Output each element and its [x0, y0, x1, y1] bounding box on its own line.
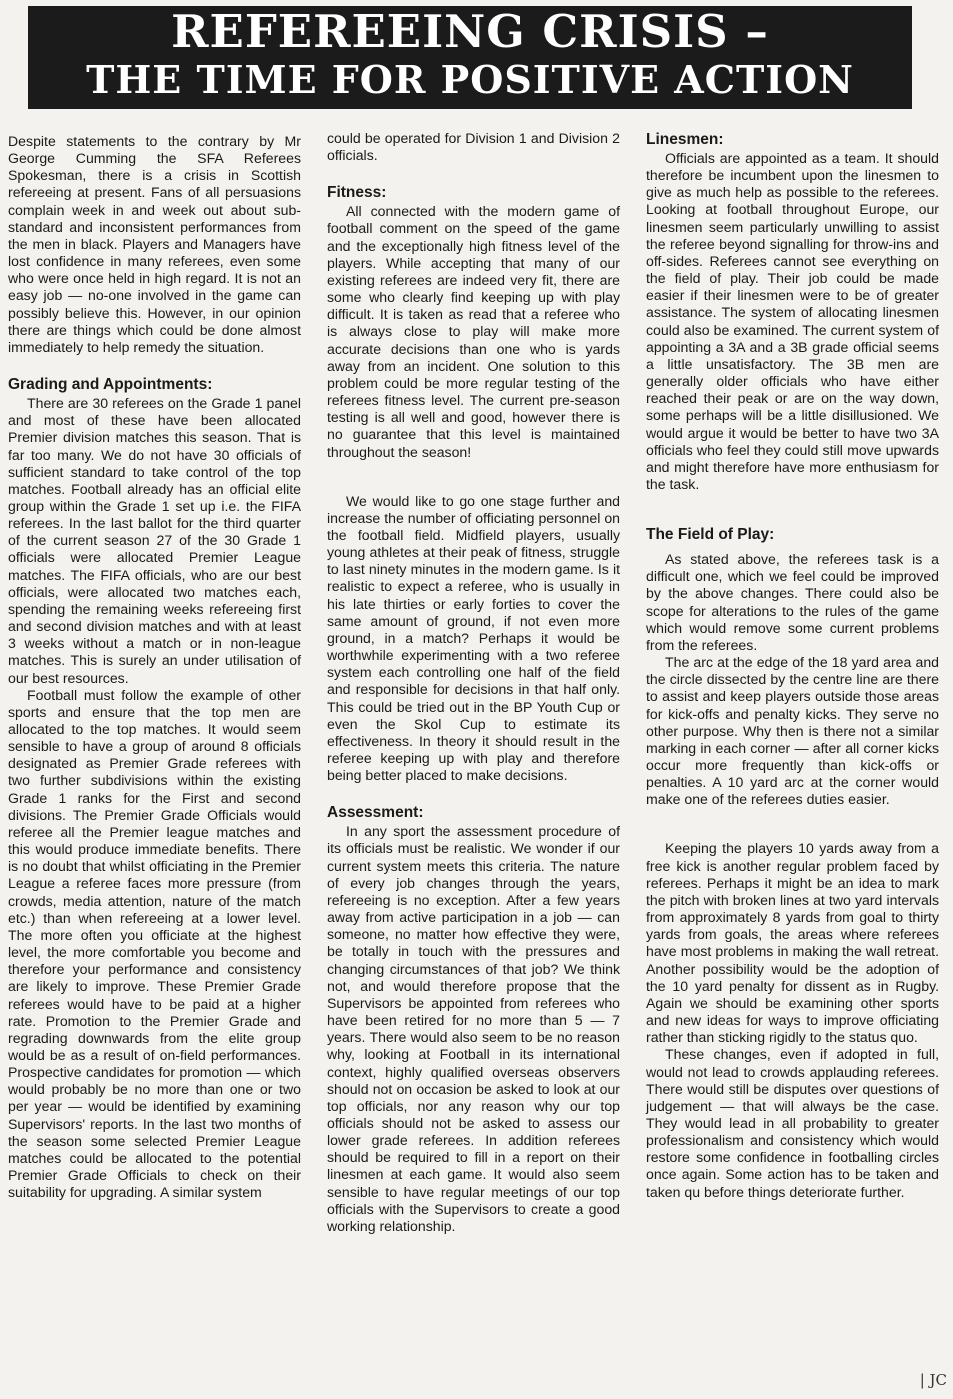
corner-mark: | JC — [919, 1371, 947, 1389]
field-paragraph-2: The arc at the edge of the 18 yard area and the circle dissected by the centre line are there to assist and keep players outside those areas for kick-offs and penalty kicks. They serve no other purpose. Why then is there not a similar marking in each corner — after all corner kicks occur more frequently than kick-offs or penalties. A 10 yard arc at the corner would make one of the referees duties easier. — [646, 654, 939, 808]
headline-banner — [28, 6, 912, 109]
fitness-paragraph-1: All connected with the modern game of football comment on the speed of the game and the exceptionally high fitness level of the players. While accepting that many of our existing referees are indeed very fit, there are some who clearly find keeping up with play difficult. It is taken as read that a referee who is always close to play will make more accurate decisions than one who is yards away from an incident. One solution to this problem could be more regular testing of the referees fitness level. The current pre-season testing is all well and good, however there is no guarantee that this level is maintained throughout the season! — [327, 203, 620, 460]
headline-line-2: THE TIME FOR POSITIVE ACTION — [86, 57, 854, 102]
heading-grading-appointments: Grading and Appointments: — [8, 376, 213, 394]
linesmen-paragraph-1: Officials are appointed as a team. It should therefore be incumbent upon the linesmen to give as much help as possible to the referees. Looking at football throughout Europe, our linesmen seem particularly unwilling to assist the referee beyond signalling for throw-ins and off-sides. Referees cannot see everything on the field of play. Their job could be made easier if their linesmen were to be of greater assistance. The system of allocating linesmen could also be examined. The current system of appointing a 3A and a 3B grade official seems a little unsatisfactory. The 3B men are generally older officials who have either reached their peak or are on the way down, some perhaps will be a little disillusioned. We would argue it would be better to have two 3A officials who feel they could still move upwards and might therefore have more enthusiasm for the task. — [646, 150, 939, 492]
fitness-paragraph-2: We would like to go one stage further and increase the number of officiating personnel on the football field. Midfield players, usually young athletes at their peak of fitness, struggle to last ninety minutes in the modern game. Is it realistic to expect a referee, who is usually in his late thirties or early forties to cover the same amount of ground, if not even more ground, in a match? Perhaps it would be worthwhile experimenting with a two referee system each controlling one half of the field and responsible for decisions in that half only. This could be tried out in the BP Youth Cup or even the Skol Cup to estimate its effectiveness. In theory it should result in the referee keeping up with play and therefore being better placed to make decisions. — [327, 492, 620, 784]
assessment-paragraph-1: In any sport the assessment procedure of its officials must be realistic. We wonder if our current system meets this criteria. The nature of every job changes through the years, refereeing is no exception. After a few years away from active participation in a job — can someone, no matter how effective they were, be totally in touch with the pressures and changing circumstances of that job? We think not, and would therefore propose that the Supervisors be appointed from referees who have been retired for no more than 5 — 7 years. There would also seem to be no reason why, looking at Football in its international context, highly qualified overseas observers should not on occasion be asked to look at our top officials, nor any reason why our top officials should not be asked to assess our lower grade referees. In addition referees should be required to fill in a report on their linesmen at each game. It would also seem sensible to have regular meetings of our top officials with the Supervisors to create a good working relationship. — [327, 823, 620, 1234]
grading-paragraph-2: Football must follow the example of other sports and ensure that the top men are allocated to the top matches. It would seem sensible to have a group of around 8 officials designated as Premier Grade referees with two further subdivisions within the existing Grade 1 ranks for the First and second divisions. The Premier Grade Officials would referee all the Premier league matches and this would produce immediate benefits. There is no doubt that whilst officiating in the Premier League a referee faces more pressure (from crowds, media attention, nature of the match etc.) than when refereeing at a lower level. The more often you officiate at the highest level, the more comfortable you become and therefore your performance and consistency are likely to improve. These Premier Grade referees would have to be paid at a higher rate. Promotion to the Premier Grade and regrading downwards from the elite group would be as a result of on-field performances. Prospective candidates for promotion — which would probably be no more than one or two per year — would be identified by examining Supervisors' reports. In the last two months of the season some selected Premier League matches could be allocated to the potential Premier Grade Officials to check on their suitability for upgrading. A similar system — [8, 686, 301, 1201]
field-paragraph-3: Keeping the players 10 yards away from a free kick is another regular problem faced by referees. Perhaps it might be an idea to mark the pitch with broken lines at two yard intervals from approximately 8 yards from goal to thirty yards from goals, the areas where referees have most problems in making the wall retreat. Another possibility would be the adoption of the 10 yard penalty for dissent as in Rugby. Again we should be examining other sports and new ideas for ways to improve officiating rather than sticking rigidly to the status quo. — [646, 840, 939, 1046]
field-paragraph-1: As stated above, the referees task is a difficult one, which we feel could be improved by the above changes. There could also be scope for alterations to the rules of the game which would remove some current problems from the referees. — [646, 551, 939, 653]
column-3 — [646, 130, 939, 1201]
heading-linesmen: Linesmen: — [646, 131, 724, 148]
column-1 — [8, 133, 301, 1201]
heading-fitness: Fitness: — [327, 184, 387, 202]
grading-paragraph-1: There are 30 referees on the Grade 1 panel and most of these have been allocated Premier division matches this season. That is far too many. We do not have 30 officials of sufficient standard to take control of the top matches. Football already has an official elite group within the Grade 1 set up i.e. the FIFA referees. In the last ballot for the third quarter of the current season 27 of the 30 Grade 1 officials were allocated Premier League matches. The FIFA officials, who are our best officials, were allocated two matches each, spending the remaining weeks refereeing first and second division matches and with at least 3 weeks without a match or in non-league matches. This is surely an under utilisation of our best resources. — [8, 395, 301, 686]
column-2 — [327, 130, 620, 1235]
intro-paragraph: Despite statements to the contrary by Mr George Cumming the SFA Referees Spokesman, there is a crisis in Scottish refereeing at present. Fans of all persuasions complain week in and week out about sub-standard and inconsistent performances from the men in black. Players and Managers have lost confidence in many referees, even some who were once held in high regard. It is not an easy job — no-one involved in the game can possibly believe this. However, in our opinion there are things which could be done almost immediately to help remedy the situation. — [8, 133, 301, 355]
continuation-paragraph: could be operated for Division 1 and Division 2 officials. — [327, 130, 620, 164]
heading-assessment: Assessment: — [327, 804, 424, 822]
heading-field-of-play: The Field of Play: — [646, 526, 775, 544]
headline-line-1: REFEREEING CRISIS – — [171, 5, 769, 58]
field-paragraph-4: These changes, even if adopted in full, would not lead to crowds applauding referees. There would still be disputes over questions of judgement — that will always be the case. They would lead in all probability to greater professionalism and consistency which would restore some confidence in footballing circles once again. Some action has to be taken and taken qu before things deteriorate further. — [646, 1046, 939, 1200]
